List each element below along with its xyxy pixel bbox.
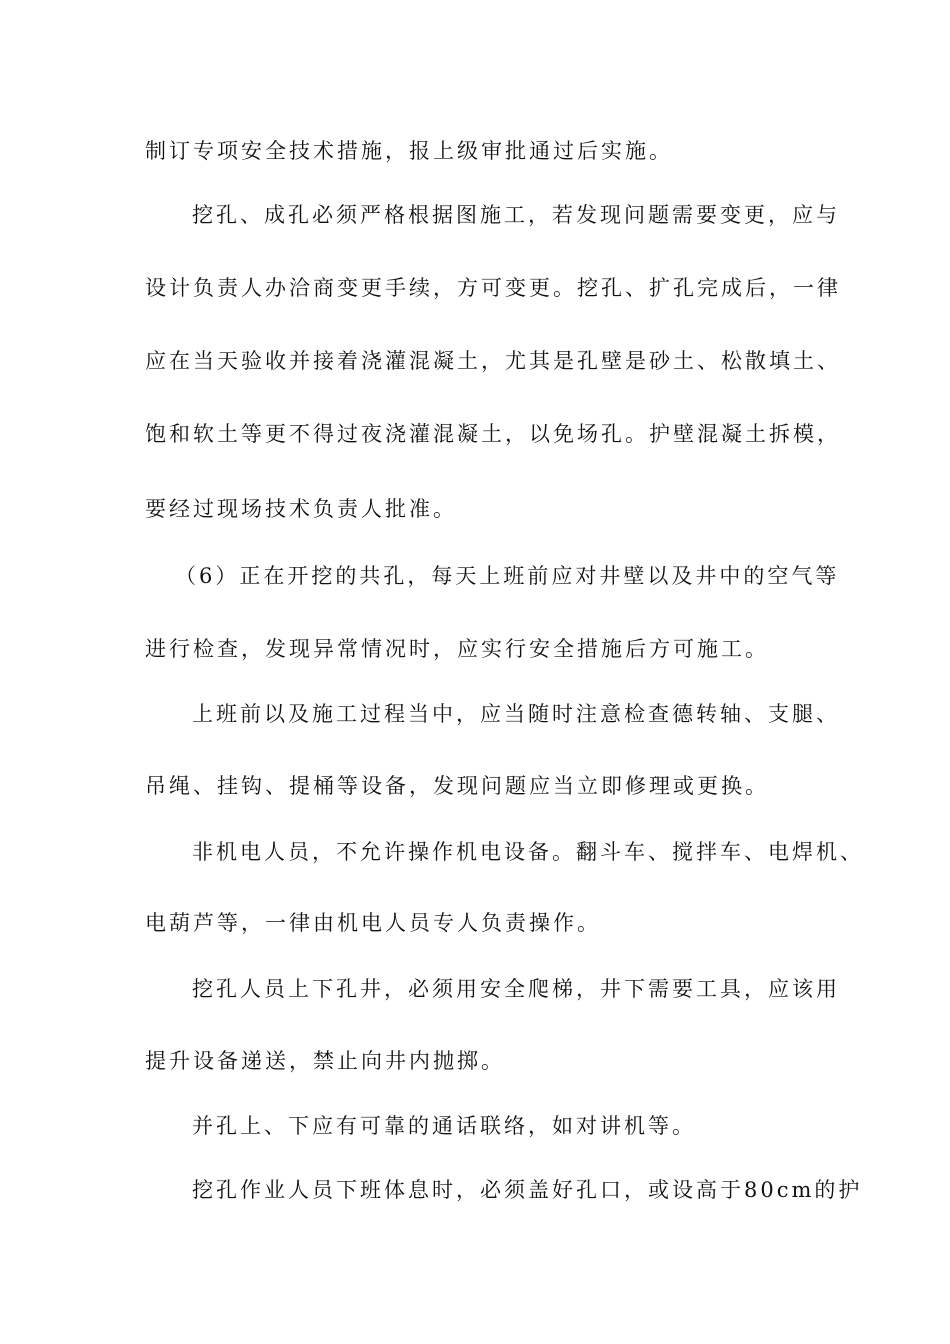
text-line-14: 提升设备递送，禁止向井内抛掷。 <box>145 1049 505 1073</box>
text-line-8: 进行检查，发现异常情况时，应实行安全措施后方可施工。 <box>145 637 769 661</box>
text-line-13: 挖孔人员上下孔井，必须用安全爬梯，井下需要工具，应该用 <box>192 977 840 1001</box>
text-line-11: 非机电人员，不允许操作机电设备。翻斗车、搅拌车、电焊机、 <box>192 840 864 864</box>
text-line-1: 制订专项安全技术措施，报上级审批通过后实施。 <box>145 139 673 163</box>
text-line-16: 挖孔作业人员下班体息时，必须盖好孔口，或设高于80cm的护 <box>192 1178 863 1202</box>
text-line-4: 应在当天验收并接着浇灌混凝土，尤其是孔壁是砂土、松散填土、 <box>145 349 841 373</box>
text-line-6: 要经过现场技术负责人批准。 <box>145 497 457 521</box>
text-line-2: 挖孔、成孔必须严格根据图施工，若发现问题需要变更，应与 <box>192 203 840 227</box>
text-line-7: （6）正在开挖的共孔，每天上班前应对井壁以及井中的空气等 <box>175 564 840 588</box>
text-line-5: 饱和软土等更不得过夜浇灌混凝土，以免场孔。护壁混凝土拆模， <box>145 422 841 446</box>
text-line-15: 并孔上、下应有可靠的通话联络，如对讲机等。 <box>192 1114 696 1138</box>
text-line-9: 上班前以及施工过程当中，应当随时注意检查德转轴、支腿、 <box>192 702 840 726</box>
text-line-12: 电葫芦等，一律由机电人员专人负责操作。 <box>145 911 601 935</box>
text-line-3: 设计负责人办洽商变更手续，方可变更。挖孔、扩孔完成后，一律 <box>145 276 841 300</box>
text-line-10: 吊绳、挂钩、提桶等设备，发现问题应当立即修理或更换。 <box>145 774 769 798</box>
